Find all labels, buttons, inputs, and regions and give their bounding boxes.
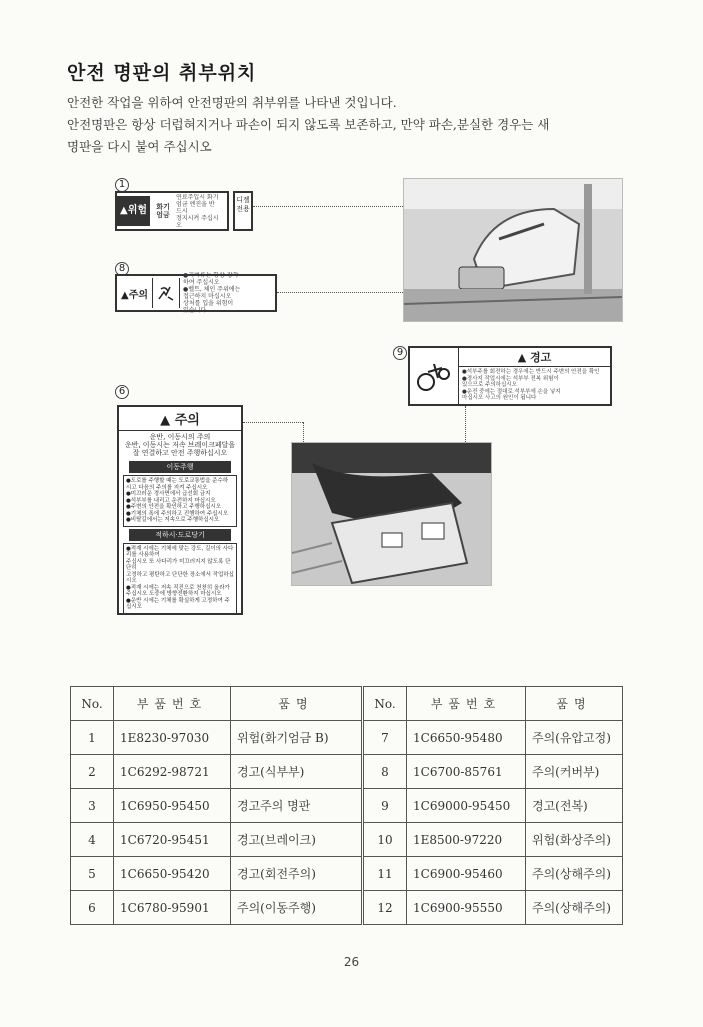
cell-part-name: 주의(이동주행) xyxy=(231,891,363,925)
table-row xyxy=(71,721,623,755)
label-1-tag: ▲위험 xyxy=(117,196,150,226)
cell-part-number: 1C6650-95420 xyxy=(114,857,231,891)
machine-front-photo xyxy=(403,178,623,322)
cell-no: 9 xyxy=(363,789,407,823)
label-9-body xyxy=(459,348,610,404)
warning-triangle-icon: ▲ xyxy=(160,413,175,428)
cell-part-name: 위험(화상주의) xyxy=(526,823,623,857)
warning-triangle-icon: ▲ xyxy=(120,205,128,216)
cell-part-number: 1E8230-97030 xyxy=(114,721,231,755)
cell-no: 1 xyxy=(71,721,114,755)
header-part-number-left: 부품번호 xyxy=(114,687,231,721)
label-8-number: 8 xyxy=(115,262,129,276)
label-9-text: ●석부주를 회전하는 경우에는 반드시 주변의 안전을 확인 ●경사지 작업시에는 석부부 전복 위험이 있으므로 주의하십시오 ●운전 중에는 절대로 석부부에 손을 넣지 마십시오 사고의 원인이 됩니다 xyxy=(462,369,600,401)
label-1-leader xyxy=(253,206,403,207)
cell-part-number: 1C69000-95450 xyxy=(407,789,526,823)
cell-part-name: 주의(상해주의) xyxy=(526,857,623,891)
label-9-number: 9 xyxy=(393,346,407,360)
label-6-leader xyxy=(243,422,303,423)
label-1-diesel-sticker: 디젤 전용 xyxy=(233,191,253,231)
cell-no: 11 xyxy=(363,857,407,891)
label-6-band-2: 적하시·도로당기 xyxy=(129,529,231,541)
label-9-warning-sticker xyxy=(408,346,612,406)
cell-no: 12 xyxy=(363,891,407,925)
cell-no: 6 xyxy=(71,891,114,925)
tractor-rollover-icon xyxy=(410,348,459,404)
label-6-caution-sticker xyxy=(117,405,243,615)
table-row xyxy=(71,789,623,823)
cell-part-number: 1C6780-95901 xyxy=(114,891,231,925)
cell-part-number: 1C6900-95460 xyxy=(407,857,526,891)
label-6-header: ▲ 주의 xyxy=(119,407,241,431)
label-8-tag: ▲주의 xyxy=(121,289,149,301)
cell-part-number: 1C6720-95451 xyxy=(114,823,231,857)
label-6-band-1: 이동주행 xyxy=(129,461,231,473)
cell-part-name: 주의(커버부) xyxy=(526,755,623,789)
cell-no: 3 xyxy=(71,789,114,823)
page-number: 26 xyxy=(343,955,360,969)
label-9-header: ▲ 경고 xyxy=(459,348,610,367)
cell-no: 5 xyxy=(71,857,114,891)
cell-part-number: 1C6292-98721 xyxy=(114,755,231,789)
cell-part-name: 경고주의 명판 xyxy=(231,789,363,823)
table-row xyxy=(71,755,623,789)
label-6-box-1: ●도로를 주행할 때는 도로교통법을 준수하 시고 다음의 주의를 지켜 주십시오 ●미끄러운 경사면에서 급선회 금지 ●석부부를 내리고 운전하지 마십시오 ●주변의 안전을 확인하고 주행하십시오 ●기체의 폭에 주의하고 진행하여 주십시오 ●비탈길에서는 저속으로 주행하십시오 xyxy=(123,475,237,527)
label-8-text: ●커버류는 항상 장착 하여 주십시오 ●벨트, 체인 주위에는 접근하지 마십시오 상처를 입을 위험이 있습니다 xyxy=(183,272,241,314)
table-row xyxy=(71,857,623,891)
cell-part-name: 경고(전복) xyxy=(526,789,623,823)
cell-part-name: 경고(회전주의) xyxy=(231,857,363,891)
cell-part-number: 1E8500-97220 xyxy=(407,823,526,857)
cell-part-name: 경고(브레이크) xyxy=(231,823,363,857)
label-6-box-2: ●적재 시에는 기체에 맞는 강도, 길이의 사다리를 사용하여 주십시오 또 사다리가 미끄러지지 않도록 단단히 고정하고 평탄하고 단단한 장소에서 작업하십시오 ●적재 시에는 저속 직진으로 천천히 올라가 주십시오 도중에 방향전환하지 마십시오 ●운반 시에는 기체를 확실하게 고정하여 주십시오 xyxy=(123,543,237,614)
cell-part-number: 1C6950-95450 xyxy=(114,789,231,823)
label-1-number: 1 xyxy=(115,178,129,192)
cell-no: 2 xyxy=(71,755,114,789)
intro-line-1: 안전한 작업을 위하여 안전명판의 취부위를 나타낸 것입니다. xyxy=(67,95,397,110)
header-part-number-right: 부품번호 xyxy=(407,687,526,721)
table-row xyxy=(71,823,623,857)
header-part-name-left: 품명 xyxy=(231,687,363,721)
cell-part-number: 1C6700-85761 xyxy=(407,755,526,789)
label-1-hazard: 화기 엄금 xyxy=(156,203,170,219)
intro-line-3: 명판을 다시 붙여 주십시오 xyxy=(67,139,212,154)
intro-text xyxy=(67,92,667,158)
parts-table xyxy=(70,686,623,925)
intro-line-2: 안전명판은 항상 더럽혀지거나 파손이 되지 않도록 보존하고, 만약 파손,분실한 경우는 새 xyxy=(67,117,550,132)
header-no-right: No. xyxy=(363,687,407,721)
cell-part-number: 1C6650-95480 xyxy=(407,721,526,755)
cell-part-name: 주의(유압고정) xyxy=(526,721,623,755)
cell-no: 10 xyxy=(363,823,407,857)
header-part-name-right: 품명 xyxy=(526,687,623,721)
cell-no: 4 xyxy=(71,823,114,857)
cell-part-name: 경고(식부부) xyxy=(231,755,363,789)
label-8-caution-sticker xyxy=(115,274,277,312)
label-1-text: 연료주입시 화기 엄금 엔진을 반드시 정지시켜 주십시오 xyxy=(176,193,219,229)
label-6-subtitle: 운반, 이동시의 주의 운반, 이동시는 저속 브레이크페달을 잘 연결하고 안전 주행하십시오 xyxy=(124,433,236,457)
machine-seat-photo xyxy=(291,442,492,586)
label-6-number: 6 xyxy=(115,385,129,399)
warning-triangle-icon: ▲ xyxy=(517,351,531,364)
label-1-danger-sticker xyxy=(115,191,229,231)
header-no-left: No. xyxy=(71,687,114,721)
cell-no: 7 xyxy=(363,721,407,755)
page-title: 안전 명판의 취부위치 xyxy=(67,62,257,84)
hand-entanglement-icon xyxy=(152,278,180,308)
table-header-row xyxy=(71,687,623,721)
warning-triangle-icon: ▲ xyxy=(121,289,129,301)
cell-part-name: 위험(화기엄금 B) xyxy=(231,721,363,755)
table-row xyxy=(71,891,623,925)
cell-no: 8 xyxy=(363,755,407,789)
cell-part-number: 1C6900-95550 xyxy=(407,891,526,925)
cell-part-name: 주의(상해주의) xyxy=(526,891,623,925)
